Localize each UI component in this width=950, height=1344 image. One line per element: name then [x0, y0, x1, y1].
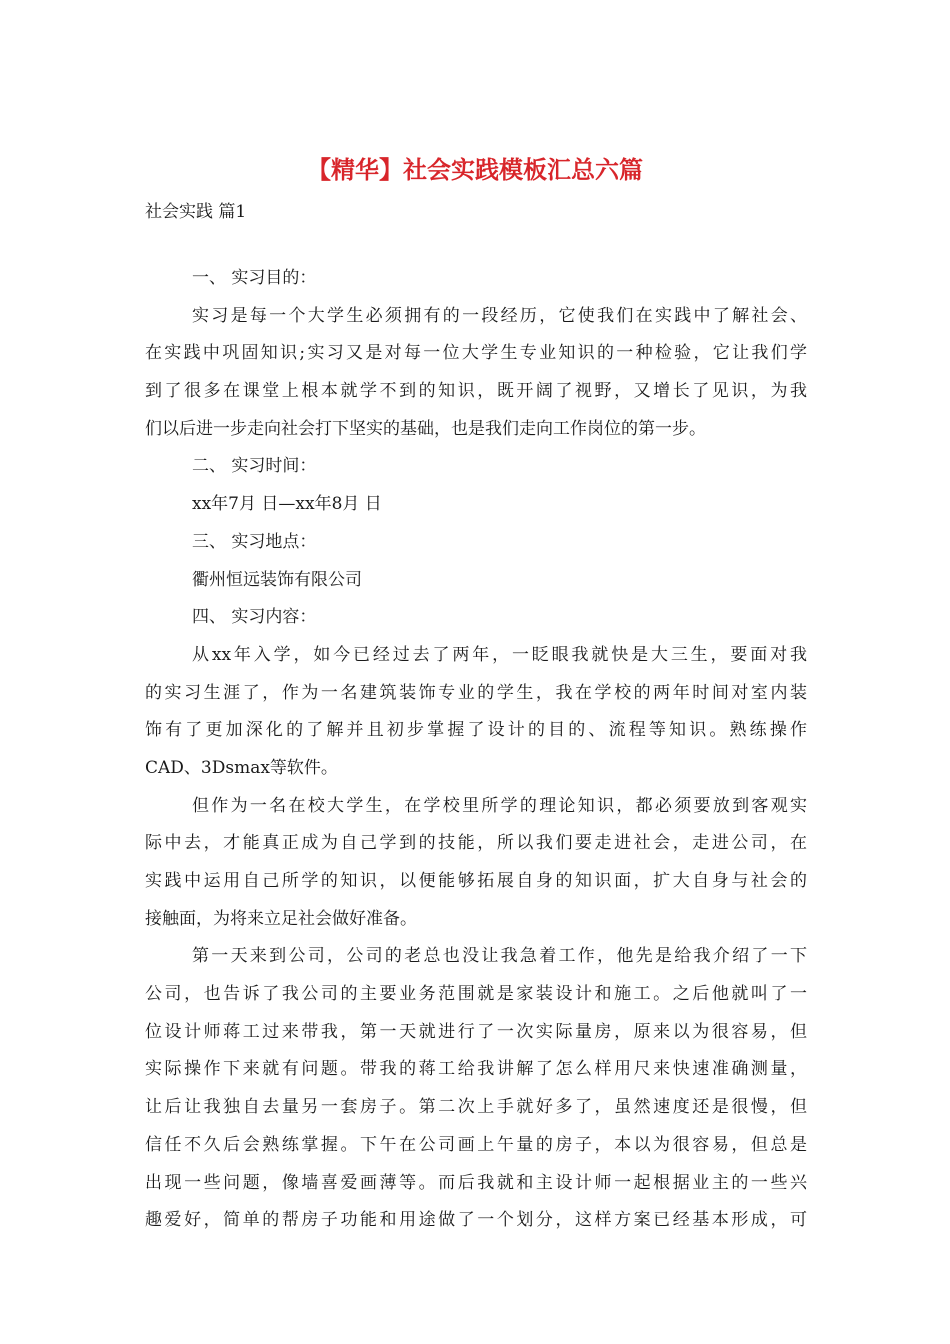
paragraph-line: 饰有了更加深化的了解并且初步掌握了设计的目的、流程等知识。熟练操作: [145, 720, 807, 741]
heading-location: 三、 实习地点：: [192, 531, 317, 552]
paragraph-line: 的实习生涯了，作为一名建筑装饰专业的学生，我在学校的两年时间对室内装: [145, 682, 807, 703]
paragraph-line: 信任不久后会熟练掌握。下午在公司画上午量的房子，本以为很容易，但总是: [145, 1134, 807, 1155]
paragraph-line: 但作为一名在校大学生，在学校里所学的理论知识，都必须要放到客观实: [192, 795, 807, 816]
document-body: [145, 260, 807, 1240]
paragraph-line: 趣爱好，简单的帮房子功能和用途做了一个划分，这样方案已经基本形成，可: [145, 1210, 807, 1231]
paragraph-line: 到了很多在课堂上根本就学不到的知识，既开阔了视野，又增长了见识，为我: [145, 381, 807, 402]
paragraph-line: 让后让我独自去量另一套房子。第二次上手就好多了，虽然速度还是很慢，但: [145, 1097, 807, 1118]
company-name: 衢州恒远装饰有限公司: [192, 569, 362, 590]
paragraph-line: 实际操作下来就有问题。带我的蒋工给我讲解了怎么样用尺来快速准确测量，: [145, 1059, 807, 1080]
paragraph-line: 们以后进一步走向社会打下坚实的基础，也是我们走向工作岗位的第一步。: [145, 418, 706, 439]
heading-content: 四、 实习内容：: [192, 607, 317, 628]
paragraph-line: 在实践中巩固知识;实习又是对每一位大学生专业知识的一种检验，它让我们学: [145, 343, 807, 364]
paragraph-line: 位设计师蒋工过来带我，第一天就进行了一次实际量房，原来以为很容易，但: [145, 1021, 807, 1042]
heading-time: 二、 实习时间：: [192, 456, 317, 477]
document-title: 【精华】社会实践模板汇总六篇: [307, 156, 643, 184]
paragraph-line: 实习是每一个大学生必须拥有的一段经历，它使我们在实践中了解社会、: [192, 305, 807, 326]
section-heading: 社会实践 篇1: [145, 202, 247, 222]
paragraph-line: 出现一些问题，像墙喜爱画薄等。而后我就和主设计师一起根据业主的一些兴: [145, 1172, 807, 1193]
paragraph-line: 第一天来到公司，公司的老总也没让我急着工作，他先是给我介绍了一下: [192, 946, 807, 967]
paragraph-line: CAD、3Dsmax等软件。: [145, 757, 338, 778]
paragraph-line: 实践中运用自己所学的知识，以便能够拓展自身的知识面，扩大自身与社会的: [145, 871, 807, 891]
internship-dates: xx年7月 日—xx年8月 日: [192, 494, 382, 515]
paragraph-line: 接触面，为将来立足社会做好准备。: [145, 908, 417, 929]
paragraph-line: 从xx年入学，如今已经过去了两年，一眨眼我就快是大三生，要面对我: [192, 644, 807, 665]
heading-purpose: 一、 实习目的：: [192, 268, 317, 288]
paragraph-line: 公司，也告诉了我公司的主要业务范围就是家装设计和施工。之后他就叫了一: [145, 984, 807, 1005]
paragraph-line: 际中去，才能真正成为自己学到的技能，所以我们要走进社会，走进公司，在: [145, 833, 807, 854]
